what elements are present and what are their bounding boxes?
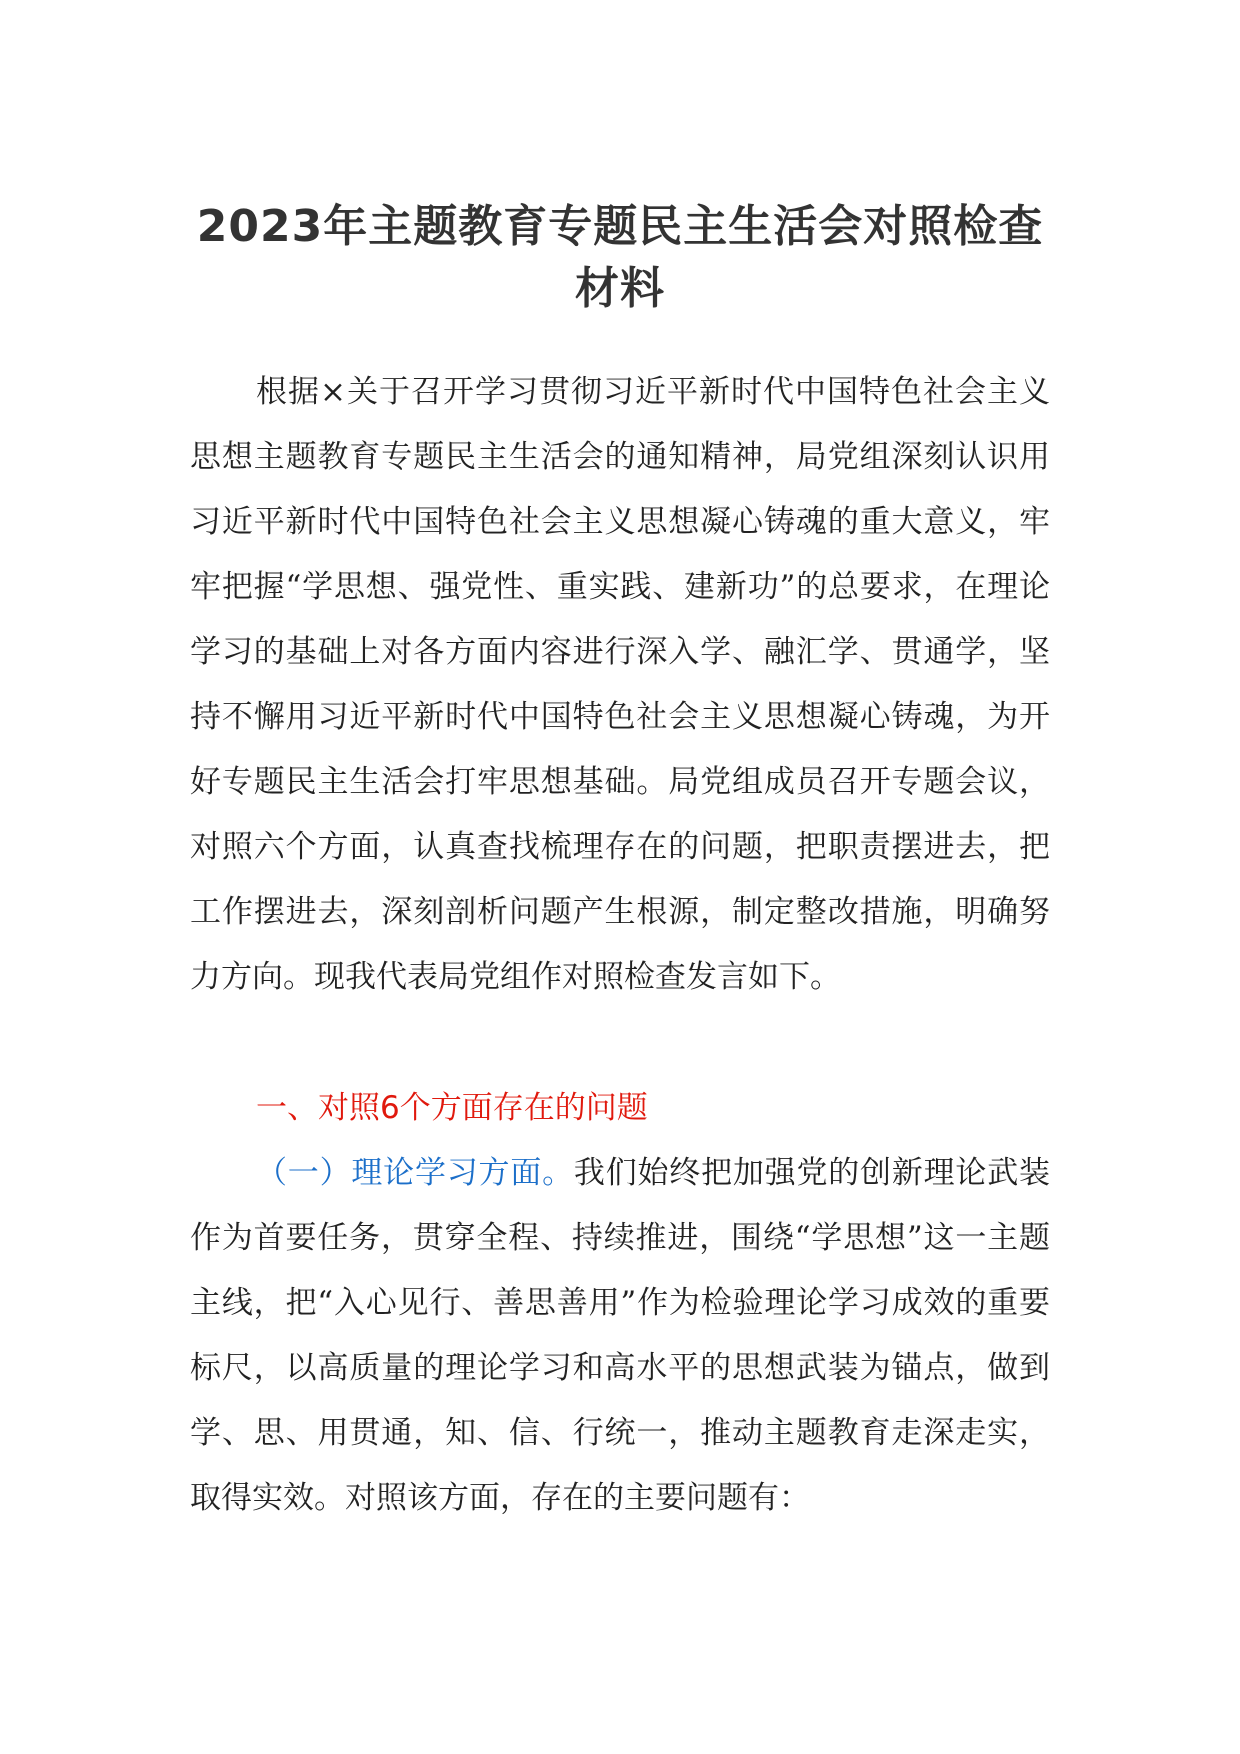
theory-study-paragraph xyxy=(190,1141,1050,1531)
intro-paragraph: 根据×关于召开学习贯彻习近平新时代中国特色社会主义思想主题教育专题民主生活会的通知精神，局党组深刻认识用习近平新时代中国特色社会主义思想凝心铸魂的重大意义，牢牢把握“学思想、强党性、重实践、建新功”的总要求，在理论学习的基础上对各方面内容进行深入学、融汇学、贯通学，坚持不懈用习近平新时代中国特色社会主义思想凝心铸魂，为开好专题民主生活会打牢思想基础。局党组成员召开专题会议，对照六个方面，认真查找梳理存在的问题，把职责摆进去，把工作摆进去，深刻剖析问题产生根源，制定整改措施，明确努力方向。现我代表局党组作对照检查发言如下。 xyxy=(190,374,1050,995)
subsection-heading: （一）理论学习方面。 xyxy=(256,1155,574,1191)
document-title xyxy=(150,196,1090,320)
theory-study-text: 我们始终把加强党的创新理论武装作为首要任务，贯穿全程、持续推进，围绕“学思想”这一主题主线，把“入心见行、善思善用”作为检验理论学习成效的重要标尺，以高质量的理论学习和高水平的思想武装为锚点，做到学、思、用贯通，知、信、行统一，推动主题教育走深走实，取得实效。对照该方面，存在的主要问题有： xyxy=(190,1155,1051,1516)
section-heading: 一、对照6个方面存在的问题 xyxy=(256,1090,648,1126)
title-line-2: 材料 xyxy=(575,263,665,314)
title-line-1: 2023年主题教育专题民主生活会对照检查 xyxy=(196,201,1044,252)
